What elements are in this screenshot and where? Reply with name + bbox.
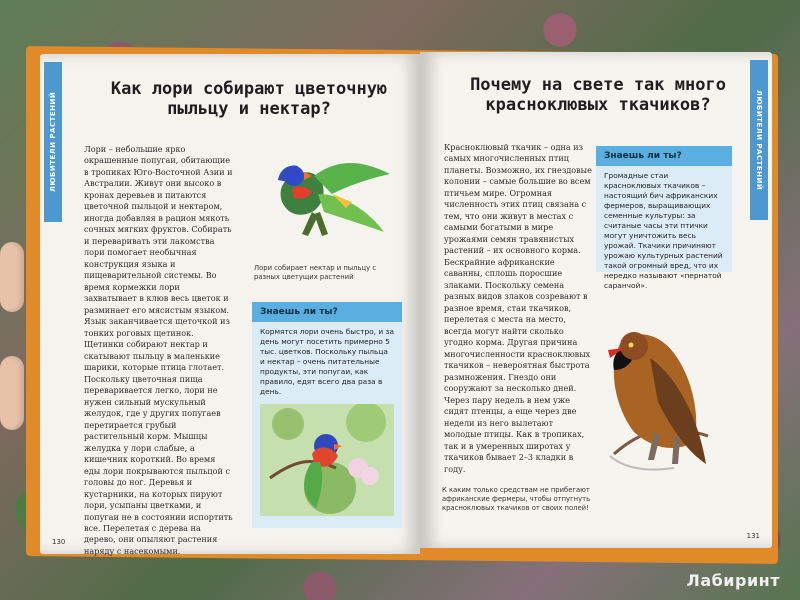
left-page-body-text: Лори – небольшие ярко окрашенные попугаи, обитающие в тропиках Юго-Восточной Азии и Австралии. Живут они высоко в кронах деревьев и питаются цветочной пыльцой и нектаром, иногда добавляя в рацион мякоть сочных мягких фруктов. Собирать и переваривать эти лакомства лори помогает необычная конструкция языка и пищеварительной системы. Во время кормежки лори захватывает в клюв весь цветок и разминает его мясистым языком. Язык заканчивается щеточкой из тонких роговых щетинок. Щетинки собирают нектар и скатывают пыльцу в маленькие шарики, которые птица глотает. Поскольку цветочная пища переваривается легко, лори не нужен сильный мускульный желудок, где у других попугаев перетирается грубый растительный корм. Мышцы желудка у лори слабые, а кишечник короткий. Во время еды лори покрываются пыльцой с головы до ног. Деревья и кустарники, на которых пируют лори, усыпаны цветками, и попугаи не в состоянии испортить все. Перелетая с дерева на дерево, они опыляют растения наряду с насекомыми. [84,144,233,556]
lorikeet-caption: Лори собирает нектар и пыльцу с разных цветущих растений [254,264,377,281]
right-page-title: Почему на свете так много красноклювых ткачиков? [470,75,726,115]
weaver-bird-illustration [590,304,740,494]
right-page-body-text: Красноклювый ткачик – одна из самых многочисленных птиц планеты. Возможно, их гнездовые колонии – самые большие во всем птичьем мире. Огромная численность этих птиц связана с тем, что они живут в местах с самыми богатыми в мире урожаями семян травянистых растений – их основного корма. Бескрайние африканские саванны, сплошь поросшие злаками. Поскольку семена разных видов злаков созревают в разное время, стаи ткачиков, перелетая с места на место, всегда могут найти сколько угодно корма. Другая причина многочисленности красноклювых ткачиков – невероятная быстрота размножения. Гнездо они сооружают за несколько дней. Через пару недель в нем уже сидят птенцы, а еще через две недели из него вылетают молодые птицы. Как в тропиках, так и в умеренных широтах у ткачиков бывает 2–3 кладки в году. [444,142,592,474]
watermark: Лабиринт [686,571,780,590]
right-page-body [444,142,592,475]
right-fact-text: Громадные стаи красноклювых ткачиков – настоящий бич африканских фермеров, выращивающих семенные культуры: за считаные часы эти птички могут уничтожить весь урожай. Ткачики причиняют урожаю культурных растений такой огромный вред, что их нередко называют «пернатой саранчой». [604,171,723,290]
left-page-number: 130 [52,538,66,546]
right-page-number: 131 [746,532,760,540]
right-fact-title: Знаешь ли ты? [596,146,732,166]
right-fact-box [596,146,732,290]
left-side-strip: ЛЮБИТЕЛИ РАСТЕНИЙ [44,62,62,222]
thumb-bottom [0,356,24,430]
left-fact-box [252,302,402,528]
right-page [420,52,772,548]
right-side-strip: ЛЮБИТЕЛИ РАСТЕНИЙ [750,60,768,220]
lorikeet-feeding-photo [260,404,394,516]
weaver-caption: К каким только средствам не прибегают африканские фермеры, чтобы отпугнуть красноклювых ткачиков от своих полей! [442,486,591,512]
left-page-title: Как лори собирают цветочную пыльцу и нектар? [110,79,388,119]
left-page-body [84,144,234,557]
lorikeet-illustration [254,138,404,258]
open-book [26,50,778,560]
left-fact-text: Кормятся лори очень быстро, и за день могут посетить примерно 5 тыс. цветков. Поскольку пыльца и нектар – очень питательные продукты, эти попугаи, как правило, едят всего два раза в день. [260,327,394,396]
left-page [40,54,420,554]
thumb-top [0,242,24,312]
left-fact-title: Знаешь ли ты? [252,302,402,322]
